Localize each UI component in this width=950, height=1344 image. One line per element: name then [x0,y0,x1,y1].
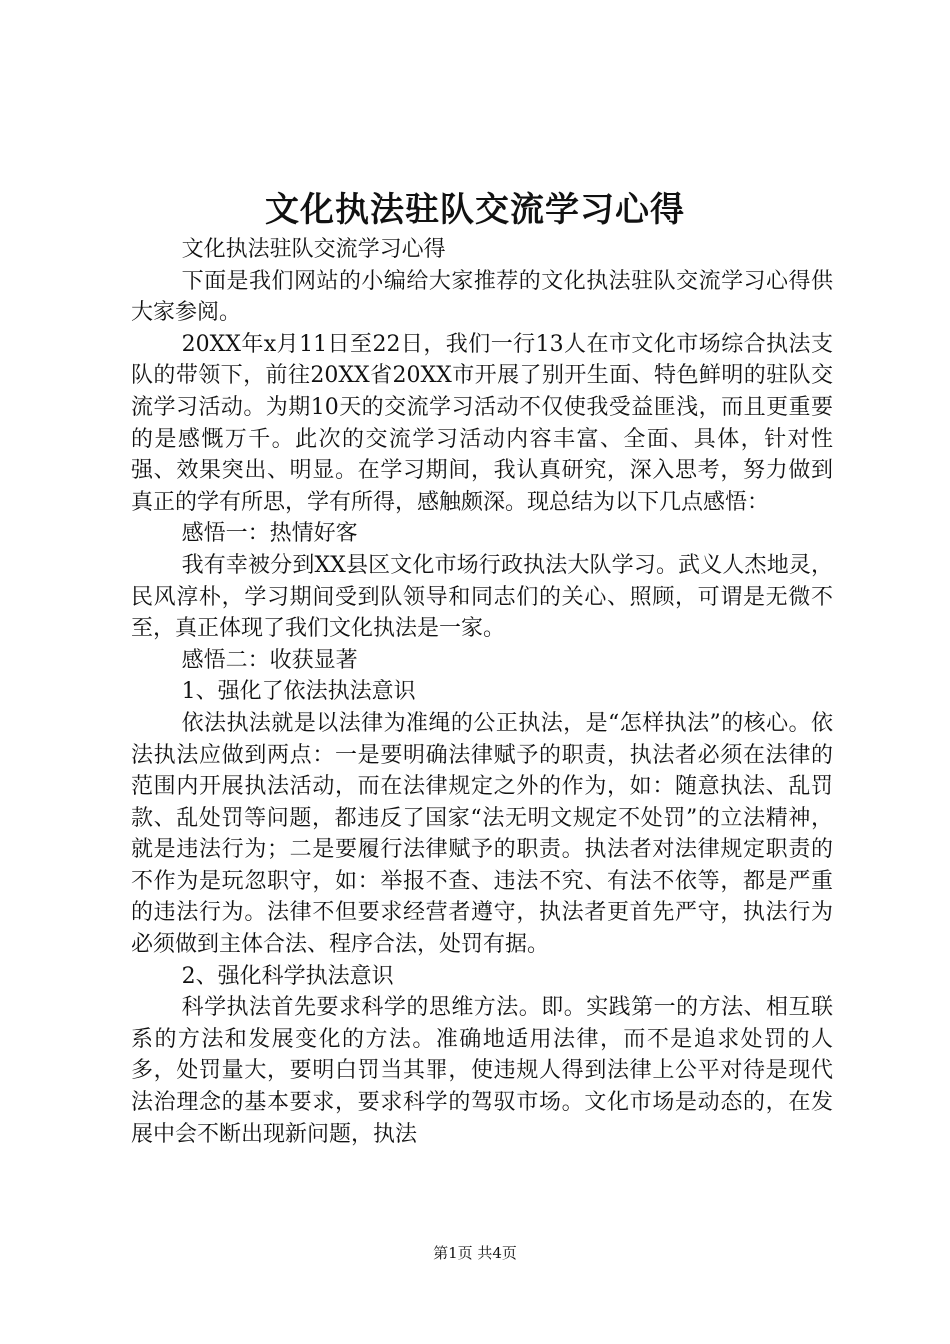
document-title: 文化执法驻队交流学习心得 [265,190,685,230]
page-footer: 第1页 共4页 [433,1244,517,1262]
document-body [131,234,833,1150]
paragraph-section-1: 我有幸被分到XX县区文化市场行政执法大队学习。武义人杰地灵，民风淳朴，学习期间受到队领导和同志们的关心、照顾，可谓是无微不至，真正体现了我们文化执法是一家。 [131,552,833,642]
subheading-2: 2、强化科学执法意识 [181,963,394,989]
paragraph-heading-repeat: 文化执法驻队交流学习心得 [181,237,446,262]
paragraph-scientific-enforcement: 科学执法首先要求科学的思维方法。即。实践第一的方法、相互联系的方法和发展变化的方法。准确地适用法律，而不是追求处罚的人多，处罚量大，要明白罚当其罪，使违规人得到法律上公平对待是现代法治理念的基本要求，要求科学的驾驭市场。文化市场是动态的，在发展中会不断出现新问题，执法 [131,995,833,1147]
paragraph-overview: 20XX年x月11日至22日，我们一行13人在市文化市场综合执法支队的带领下，前往20XX省20XX市开展了别开生面、特色鲜明的驻队交流学习活动。为期10天的交流学习活动不仅使我受益匪浅，而且更重要的是感慨万千。此次的交流学习活动内容丰富、全面、具体，针对性强、效果突出、明显。在学习期间，我认真研究，深入思考，努力做到真正的学有所思，学有所得，感触颇深。现总结为以下几点感悟： [131,331,833,515]
paragraph-lawful-enforcement: 依法执法就是以法律为准绳的公正执法，是“怎样执法”的核心。依法执法应做到两点：一是要明确法律赋予的职责，执法者必须在法律的范围内开展执法活动，而在法律规定之外的作为，如：随意执法、乱罚款、乱处罚等问题，都违反了国家“法无明文规定不处罚”的立法精神，就是违法行为；二是要履行法律赋予的职责。执法者对法律规定职责的不作为是玩忽职守，如：举报不查、违法不究、有法不依等，都是严重的违法行为。法律不但要求经营者遵守，执法者更首先严守，执法行为必须做到主体合法、程序合法，处罚有据。 [131,710,833,958]
paragraph-intro: 下面是我们网站的小编给大家推荐的文化执法驻队交流学习心得供大家参阅。 [131,268,833,326]
subheading-1: 1、强化了依法执法意识 [181,679,416,705]
section-heading-2: 感悟二：收获显著 [181,647,358,673]
section-heading-1: 感悟一：热情好客 [181,521,358,547]
